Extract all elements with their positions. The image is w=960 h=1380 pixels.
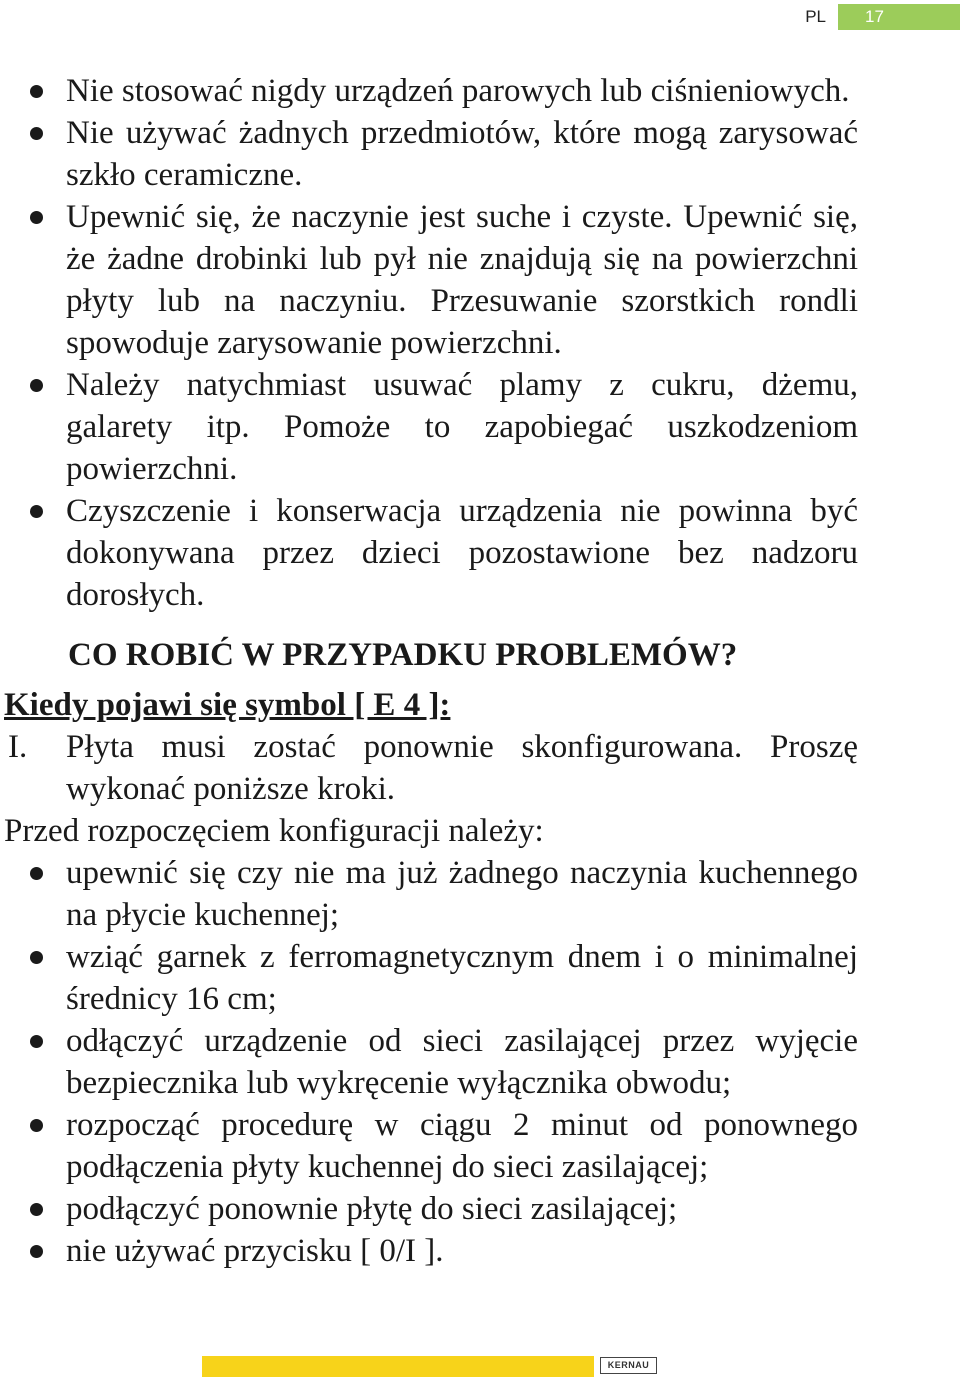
page-number: 17 [838, 4, 960, 30]
list-item: Nie stosować nigdy urządzeń parowych lub ciśnieniowych. [0, 70, 858, 112]
list-item: Upewnić się, że naczynie jest suche i czyste. Upewnić się, że żadne drobinki lub pył nie znajdują się na powierzchni płyty lub na naczyniu. Przesuwanie szorstkich rondli spowoduje zarysowanie powierzchni. [0, 196, 858, 364]
list-item: odłączyć urządzenie od sieci zasilającej przez wyjęcie bezpiecznika lub wykręcenie wyłącznika obwodu; [0, 1020, 858, 1104]
list-item: podłączyć ponownie płytę do sieci zasilającej; [0, 1188, 858, 1230]
item-number: I. [8, 729, 28, 765]
list-item: upewnić się czy nie ma już żadnego naczynia kuchennego na płycie kuchennej; [0, 852, 858, 936]
language-code: PL [805, 7, 826, 26]
configuration-steps-list [0, 852, 870, 1272]
cleaning-instructions-list [0, 70, 870, 616]
list-item: Czyszczenie i konserwacja urządzenia nie powinna być dokonywana przez dzieci pozostawione bez nadzoru dorosłych. [0, 490, 858, 616]
error-subheading: Kiedy pojawi się symbol [ E 4 ]: [4, 687, 451, 723]
intro-text: Przed rozpoczęciem konfiguracji należy: [4, 813, 544, 849]
list-item: wziąć garnek z ferromagnetycznym dnem i o minimalnej średnicy 16 cm; [0, 936, 858, 1020]
page-header [805, 4, 960, 30]
numbered-item [0, 726, 858, 810]
section-heading: CO ROBIĆ W PRZYPADKU PROBLEMÓW? [68, 637, 738, 673]
list-item: Należy natychmiast usuwać plamy z cukru, dżemu, galarety itp. Pomoże to zapobiegać uszkodzeniom powierzchni. [0, 364, 858, 490]
list-item: Nie używać żadnych przedmiotów, które mogą zarysować szkło ceramiczne. [0, 112, 858, 196]
list-item: nie używać przycisku [ 0/I ]. [0, 1230, 858, 1272]
item-text: Płyta musi zostać ponownie skonfigurowana. Proszę wykonać poniższe kroki. [66, 729, 858, 807]
page-content [0, 70, 870, 1272]
list-item: rozpocząć procedurę w ciągu 2 minut od ponownego podłączenia płyty kuchennej do sieci zasilającej; [0, 1104, 858, 1188]
footer-bar [202, 1356, 594, 1377]
brand-logo: KERNAU [600, 1357, 657, 1374]
